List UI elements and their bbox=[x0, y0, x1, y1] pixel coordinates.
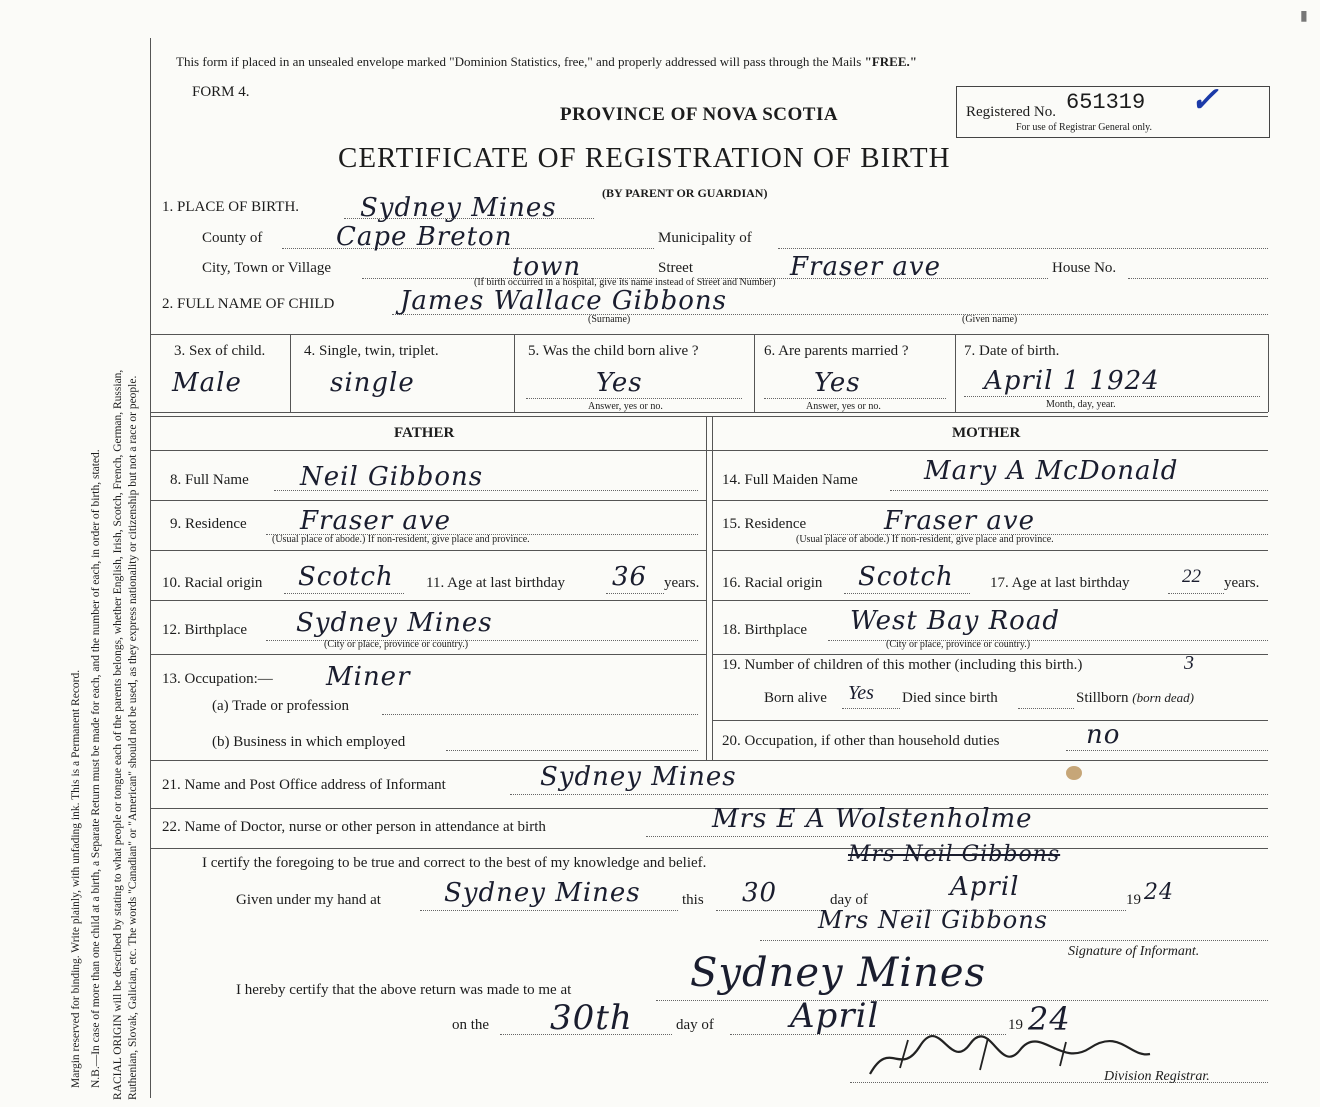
child-name-label: 2. FULL NAME OF CHILD bbox=[162, 296, 335, 312]
informant-label: 21. Name and Post Office address of Informant bbox=[162, 777, 446, 793]
father-race-label: 10. Racial origin bbox=[162, 575, 263, 591]
certify-day-value: 30 bbox=[742, 878, 778, 908]
division-registrar-label: Division Registrar. bbox=[1104, 1069, 1210, 1084]
registrar-year-value: 24 bbox=[1028, 1000, 1071, 1038]
registrar-on-label: on the bbox=[452, 1017, 490, 1033]
father-birthplace-label: 12. Birthplace bbox=[162, 622, 247, 638]
ink-stain bbox=[1066, 766, 1082, 780]
place-of-birth-value: Sydney Mines bbox=[360, 193, 557, 223]
mother-occupation-value: no bbox=[1086, 720, 1121, 750]
mother-died-label: Died since birth bbox=[902, 690, 998, 706]
registrar-place-value: Sydney Mines bbox=[690, 950, 987, 996]
certify-day-label: day of bbox=[830, 892, 868, 908]
father-residence-value: Fraser ave bbox=[300, 506, 451, 536]
city-label: City, Town or Village bbox=[202, 260, 332, 276]
margin-note-binding: Margin reserved for binding. Write plainly, with unfading ink. This is a Permanent Record. bbox=[70, 669, 82, 1088]
mother-heading: MOTHER bbox=[952, 425, 1021, 441]
father-trade-label: (a) Trade or profession bbox=[212, 698, 350, 714]
registrar-use-note: For use of Registrar General only. bbox=[1016, 122, 1152, 133]
mail-note: This form if placed in an unsealed envelope marked "Dominion Statistics, free," and properly addressed will pass through the Mails "FREE." bbox=[176, 54, 917, 69]
father-residence-label: 9. Residence bbox=[170, 516, 247, 532]
given-place-value: Sydney Mines bbox=[444, 878, 641, 908]
registrar-day-value: 30th bbox=[550, 998, 633, 1038]
province-heading: PROVINCE OF NOVA SCOTIA bbox=[560, 104, 839, 125]
born-alive-note: Answer, yes or no. bbox=[588, 401, 663, 412]
mother-residence-note: (Usual place of abode.) If non-resident, give place and province. bbox=[796, 534, 1054, 545]
born-alive-value: Yes bbox=[596, 368, 643, 398]
registrar-month-value: April bbox=[790, 996, 880, 1036]
informant-signature-label: Signature of Informant. bbox=[1068, 944, 1200, 959]
form-left-border bbox=[150, 38, 151, 1098]
mother-name-value: Mary A McDonald bbox=[924, 456, 1179, 486]
date-of-birth-note: Month, day, year. bbox=[1046, 399, 1116, 410]
punch-mark-icon: ▮ bbox=[1300, 9, 1308, 24]
mother-name-label: 14. Full Maiden Name bbox=[722, 472, 858, 488]
father-residence-note: (Usual place of abode.) If non-resident, give place and province. bbox=[272, 534, 530, 545]
certificate-subtitle: (BY PARENT OR GUARDIAN) bbox=[602, 186, 768, 200]
mother-occupation-label: 20. Occupation, if other than household duties bbox=[722, 733, 1000, 749]
father-occupation-value: Miner bbox=[326, 662, 411, 692]
city-value: town bbox=[512, 252, 582, 282]
registrar-statement: I hereby certify that the above return was made to me at bbox=[236, 982, 572, 998]
mother-residence-value: Fraser ave bbox=[884, 506, 1035, 536]
given-under-hand-label: Given under my hand at bbox=[236, 892, 381, 908]
mother-birthplace-label: 18. Birthplace bbox=[722, 622, 807, 638]
mother-born-alive-label: Born alive bbox=[764, 690, 827, 706]
parents-married-note: Answer, yes or no. bbox=[806, 401, 881, 412]
mother-birthplace-note: (City or place, province or country.) bbox=[886, 639, 1031, 650]
registrar-day-label: day of bbox=[676, 1017, 714, 1033]
child-name-value: James Wallace Gibbons bbox=[400, 286, 727, 316]
certify-statement: I certify the foregoing to be true and correct to the best of my knowledge and belief. bbox=[202, 855, 707, 871]
mother-age-value: 22 bbox=[1182, 566, 1201, 587]
form-number: FORM 4. bbox=[192, 84, 250, 100]
born-alive-label: 5. Was the child born alive ? bbox=[528, 343, 699, 359]
margin-note-racial-origin-cont: Ruthenian, Slovak, Galician, etc. The words "Canadian" or "American" should not be used, as they express nationality or citizenship but not a race or people. bbox=[127, 375, 139, 1100]
mother-stillborn-label: Stillborn (born dead) bbox=[1076, 690, 1195, 706]
municipality-label: Municipality of bbox=[658, 230, 752, 246]
hospital-note: (If birth occurred in a hospital, give its name instead of Street and Number) bbox=[474, 277, 776, 288]
street-value: Fraser ave bbox=[790, 252, 941, 282]
place-of-birth-label: 1. PLACE OF BIRTH. bbox=[162, 199, 300, 215]
county-label: County of bbox=[202, 230, 263, 246]
certify-year-value: 24 bbox=[1144, 880, 1174, 905]
informant-signature: Mrs Neil Gibbons bbox=[818, 906, 1048, 934]
doctor-label: 22. Name of Doctor, nurse or other person in attendance at birth bbox=[162, 819, 546, 835]
father-birthplace-note: (City or place, province or country.) bbox=[324, 639, 469, 650]
father-age-label: 11. Age at last birthday bbox=[426, 575, 565, 591]
multiple-birth-label: 4. Single, twin, triplet. bbox=[304, 343, 439, 359]
mother-children-value: 3 bbox=[1184, 652, 1194, 674]
registered-number: 651319 bbox=[1066, 90, 1146, 115]
doctor-value: Mrs E A Wolstenholme bbox=[712, 804, 1033, 834]
multiple-birth-value: single bbox=[330, 368, 415, 398]
certify-month-value: April bbox=[950, 872, 1020, 902]
father-name-label: 8. Full Name bbox=[170, 472, 249, 488]
margin-note-racial-origin: RACIAL ORIGIN will be described by stating to what people or tongue each of the parents belongs, whether English, Irish, Scotch, French, German, Russian, bbox=[112, 369, 124, 1100]
father-heading: FATHER bbox=[394, 425, 455, 441]
county-value: Cape Breton bbox=[336, 222, 513, 252]
father-occupation-label: 13. Occupation:— bbox=[162, 671, 273, 687]
father-race-value: Scotch bbox=[298, 562, 394, 592]
informant-value: Sydney Mines bbox=[540, 762, 737, 792]
mother-residence-label: 15. Residence bbox=[722, 516, 807, 532]
this-label: this bbox=[682, 892, 704, 908]
checkmark-icon: ✓ bbox=[1190, 82, 1219, 119]
street-label: Street bbox=[658, 260, 693, 276]
registered-label: Registered No. bbox=[966, 104, 1056, 120]
father-business-label: (b) Business in which employed bbox=[212, 734, 406, 750]
parents-married-label: 6. Are parents married ? bbox=[764, 343, 909, 359]
mother-birthplace-value: West Bay Road bbox=[850, 606, 1060, 636]
mother-children-label: 19. Number of children of this mother (including this birth.) bbox=[722, 657, 1083, 673]
mother-age-label: 17. Age at last birthday bbox=[990, 575, 1130, 591]
mother-race-value: Scotch bbox=[858, 562, 954, 592]
date-of-birth-label: 7. Date of birth. bbox=[964, 343, 1060, 359]
father-age-unit: years. bbox=[664, 575, 700, 591]
father-age-value: 36 bbox=[612, 562, 648, 592]
registrar-year-prefix: 19 bbox=[1008, 1017, 1023, 1033]
sex-value: Male bbox=[172, 368, 242, 398]
surname-note: (Surname) bbox=[588, 314, 631, 325]
parents-married-value: Yes bbox=[814, 368, 861, 398]
mother-born-alive-value: Yes bbox=[848, 682, 874, 704]
given-name-note: (Given name) bbox=[962, 314, 1018, 325]
margin-note-separate-return: N.B.—In case of more than one child at a birth, a Separate Return must be made for each, and the number of each, in order of birth, stated. bbox=[90, 449, 102, 1088]
certificate-title: CERTIFICATE OF REGISTRATION OF BIRTH bbox=[338, 142, 951, 174]
mother-race-label: 16. Racial origin bbox=[722, 575, 823, 591]
mother-age-unit: years. bbox=[1224, 575, 1260, 591]
house-number-label: House No. bbox=[1052, 260, 1117, 276]
date-of-birth-value: April 1 1924 bbox=[984, 366, 1160, 396]
father-birthplace-value: Sydney Mines bbox=[296, 608, 493, 638]
certify-year-prefix: 19 bbox=[1126, 892, 1141, 908]
sex-label: 3. Sex of child. bbox=[174, 343, 266, 359]
father-name-value: Neil Gibbons bbox=[300, 462, 484, 492]
struck-informant-name: Mrs Neil Gibbons bbox=[848, 842, 1061, 867]
